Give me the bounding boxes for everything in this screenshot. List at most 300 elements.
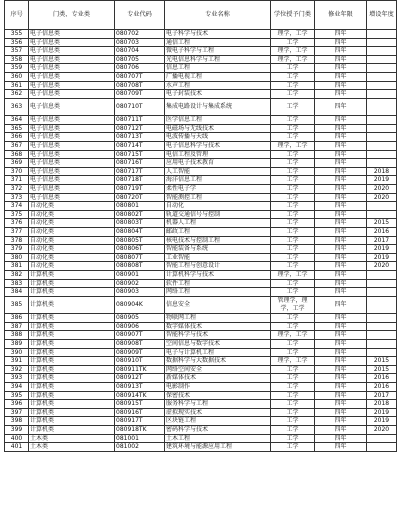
cell-year-added — [367, 159, 397, 168]
cell-duration: 四年 — [315, 331, 367, 340]
cell-category: 电子信息类 — [29, 81, 115, 90]
cell-category: 计算机类 — [29, 288, 115, 297]
cell-duration: 四年 — [315, 142, 367, 151]
cell-category: 自动化类 — [29, 210, 115, 219]
cell-degree: 工学 — [271, 236, 315, 245]
cell-index: 396 — [5, 400, 29, 409]
cell-year-added: 2017 — [367, 236, 397, 245]
cell-year-added: 2015 — [367, 357, 397, 366]
cell-major-name: 空间信息与数字技术 — [165, 340, 271, 349]
cell-year-added — [367, 133, 397, 142]
table-row — [5, 365, 397, 374]
cell-degree: 工学 — [271, 133, 315, 142]
cell-major-name: 柔性电子学 — [165, 185, 271, 194]
cell-category: 计算机类 — [29, 340, 115, 349]
cell-year-added — [367, 90, 397, 99]
cell-year-added — [367, 98, 397, 116]
cell-category: 电子信息类 — [29, 176, 115, 185]
cell-duration: 四年 — [315, 176, 367, 185]
cell-code: 081001 — [115, 434, 165, 443]
table-row — [5, 288, 397, 297]
table-row — [5, 227, 397, 236]
cell-major-name: 电磁场与无线技术 — [165, 124, 271, 133]
cell-year-added: 2016 — [367, 382, 397, 391]
cell-duration: 四年 — [315, 227, 367, 236]
cell-year-added — [367, 142, 397, 151]
cell-duration: 四年 — [315, 193, 367, 202]
cell-index: 356 — [5, 38, 29, 47]
cell-degree: 理学，工学 — [271, 47, 315, 56]
cell-category: 电子信息类 — [29, 159, 115, 168]
cell-code: 081002 — [115, 443, 165, 452]
cell-category: 自动化类 — [29, 227, 115, 236]
cell-duration: 四年 — [315, 133, 367, 142]
cell-code: 080710T — [115, 98, 165, 116]
cell-year-added: 2019 — [367, 176, 397, 185]
cell-code: 080804T — [115, 227, 165, 236]
cell-category: 电子信息类 — [29, 38, 115, 47]
cell-code: 080904K — [115, 296, 165, 314]
cell-index: 375 — [5, 210, 29, 219]
table-row — [5, 253, 397, 262]
cell-major-name: 虚拟现实技术 — [165, 408, 271, 417]
cell-major-name: 邮政工程 — [165, 227, 271, 236]
cell-code: 080803T — [115, 219, 165, 228]
cell-degree: 工学 — [271, 116, 315, 125]
cell-duration: 四年 — [315, 38, 367, 47]
header-degree: 学位授予门类 — [271, 1, 315, 30]
cell-year-added — [367, 348, 397, 357]
cell-code: 080704 — [115, 47, 165, 56]
table-row — [5, 434, 397, 443]
cell-degree: 工学 — [271, 400, 315, 409]
cell-degree: 工学 — [271, 210, 315, 219]
cell-index: 365 — [5, 124, 29, 133]
cell-duration: 四年 — [315, 210, 367, 219]
cell-degree: 工学 — [271, 443, 315, 452]
cell-duration: 四年 — [315, 288, 367, 297]
cell-degree: 工学 — [271, 425, 315, 434]
cell-category: 电子信息类 — [29, 47, 115, 56]
cell-duration: 四年 — [315, 348, 367, 357]
cell-year-added — [367, 124, 397, 133]
cell-index: 382 — [5, 270, 29, 279]
cell-major-name: 智能装备与系统 — [165, 245, 271, 254]
cell-duration: 四年 — [315, 400, 367, 409]
cell-major-name: 软件工程 — [165, 279, 271, 288]
cell-major-name: 集成电路设计与集成系统 — [165, 98, 271, 116]
table-row — [5, 38, 397, 47]
table-row — [5, 443, 397, 452]
cell-major-name: 土木工程 — [165, 434, 271, 443]
cell-duration: 四年 — [315, 443, 367, 452]
cell-category: 计算机类 — [29, 270, 115, 279]
cell-degree: 工学 — [271, 253, 315, 262]
cell-year-added: 2019 — [367, 408, 397, 417]
table-row — [5, 64, 397, 73]
cell-major-name: 工业智能 — [165, 253, 271, 262]
cell-index: 386 — [5, 314, 29, 323]
cell-duration: 四年 — [315, 279, 367, 288]
cell-year-added — [367, 38, 397, 47]
cell-code: 080806T — [115, 245, 165, 254]
table-row — [5, 219, 397, 228]
cell-duration: 四年 — [315, 434, 367, 443]
cell-category: 自动化类 — [29, 253, 115, 262]
table-row — [5, 382, 397, 391]
cell-year-added: 2018 — [367, 400, 397, 409]
table-row — [5, 193, 397, 202]
cell-index: 372 — [5, 185, 29, 194]
cell-degree: 管理学，理学，工学 — [271, 296, 315, 314]
cell-category: 自动化类 — [29, 245, 115, 254]
cell-duration: 四年 — [315, 30, 367, 39]
cell-degree: 工学 — [271, 227, 315, 236]
cell-code: 080703 — [115, 38, 165, 47]
cell-duration: 四年 — [315, 202, 367, 211]
cell-degree: 工学 — [271, 219, 315, 228]
cell-code: 080713T — [115, 133, 165, 142]
cell-major-name: 光电信息科学与工程 — [165, 55, 271, 64]
cell-major-name: 智能测控工程 — [165, 193, 271, 202]
cell-code: 080905 — [115, 314, 165, 323]
cell-duration: 四年 — [315, 124, 367, 133]
cell-major-name: 医学信息工程 — [165, 116, 271, 125]
cell-code: 080707T — [115, 72, 165, 81]
cell-duration: 四年 — [315, 150, 367, 159]
cell-code: 080708T — [115, 81, 165, 90]
cell-category: 电子信息类 — [29, 98, 115, 116]
major-catalog-table — [4, 0, 397, 452]
table-row — [5, 417, 397, 426]
cell-index: 401 — [5, 443, 29, 452]
cell-major-name: 网络工程 — [165, 288, 271, 297]
cell-year-added — [367, 434, 397, 443]
cell-index: 361 — [5, 81, 29, 90]
table-row — [5, 133, 397, 142]
cell-code: 080711T — [115, 116, 165, 125]
cell-year-added: 2017 — [367, 391, 397, 400]
cell-year-added — [367, 443, 397, 452]
cell-year-added — [367, 81, 397, 90]
cell-year-added: 2016 — [367, 374, 397, 383]
cell-index: 362 — [5, 90, 29, 99]
cell-degree: 工学 — [271, 434, 315, 443]
cell-major-name: 通信工程 — [165, 38, 271, 47]
cell-code: 080805T — [115, 236, 165, 245]
table-row — [5, 55, 397, 64]
cell-index: 384 — [5, 288, 29, 297]
cell-duration: 四年 — [315, 340, 367, 349]
cell-degree: 工学 — [271, 314, 315, 323]
header-major-name: 专业名称 — [165, 1, 271, 30]
cell-code: 080902 — [115, 279, 165, 288]
cell-year-added — [367, 150, 397, 159]
cell-index: 383 — [5, 279, 29, 288]
cell-code: 080906 — [115, 322, 165, 331]
cell-degree: 工学 — [271, 98, 315, 116]
cell-year-added: 2020 — [367, 185, 397, 194]
cell-duration: 四年 — [315, 270, 367, 279]
cell-duration: 四年 — [315, 81, 367, 90]
cell-year-added: 2019 — [367, 417, 397, 426]
cell-index: 363 — [5, 98, 29, 116]
cell-year-added — [367, 288, 397, 297]
cell-code: 080914TK — [115, 391, 165, 400]
cell-year-added — [367, 30, 397, 39]
cell-category: 电子信息类 — [29, 133, 115, 142]
table-row — [5, 116, 397, 125]
cell-code: 080901 — [115, 270, 165, 279]
table-row — [5, 279, 397, 288]
cell-year-added — [367, 47, 397, 56]
cell-degree: 理学，工学 — [271, 142, 315, 151]
cell-code: 080910T — [115, 357, 165, 366]
cell-index: 371 — [5, 176, 29, 185]
cell-index: 368 — [5, 150, 29, 159]
cell-major-name: 电波传播与天线 — [165, 133, 271, 142]
cell-year-added — [367, 210, 397, 219]
cell-degree: 工学 — [271, 382, 315, 391]
table-row — [5, 357, 397, 366]
cell-code: 080718T — [115, 176, 165, 185]
cell-code: 080917T — [115, 417, 165, 426]
cell-major-name: 水声工程 — [165, 81, 271, 90]
cell-duration: 四年 — [315, 236, 367, 245]
table-row — [5, 348, 397, 357]
cell-major-name: 保密技术 — [165, 391, 271, 400]
cell-index: 370 — [5, 167, 29, 176]
cell-duration: 四年 — [315, 322, 367, 331]
table-row — [5, 408, 397, 417]
cell-year-added — [367, 72, 397, 81]
cell-category: 土木类 — [29, 443, 115, 452]
cell-index: 369 — [5, 159, 29, 168]
cell-year-added — [367, 279, 397, 288]
cell-category: 电子信息类 — [29, 55, 115, 64]
cell-duration: 四年 — [315, 374, 367, 383]
cell-degree: 工学 — [271, 64, 315, 73]
header-year-added: 增设年度 — [367, 1, 397, 30]
table-row — [5, 72, 397, 81]
cell-degree: 工学 — [271, 340, 315, 349]
cell-major-name: 建筑环境与能源应用工程 — [165, 443, 271, 452]
cell-index: 367 — [5, 142, 29, 151]
cell-degree: 工学 — [271, 365, 315, 374]
cell-degree: 工学 — [271, 81, 315, 90]
cell-index: 393 — [5, 374, 29, 383]
cell-major-name: 区块链工程 — [165, 417, 271, 426]
cell-duration: 四年 — [315, 391, 367, 400]
cell-index: 395 — [5, 391, 29, 400]
table-row — [5, 322, 397, 331]
cell-major-name: 电子封装技术 — [165, 90, 271, 99]
cell-index: 359 — [5, 64, 29, 73]
cell-year-added — [367, 64, 397, 73]
cell-degree: 工学 — [271, 124, 315, 133]
cell-index: 355 — [5, 30, 29, 39]
cell-code: 080907T — [115, 331, 165, 340]
cell-degree: 工学 — [271, 322, 315, 331]
cell-degree: 工学 — [271, 262, 315, 271]
cell-major-name: 海洋信息工程 — [165, 176, 271, 185]
cell-duration: 四年 — [315, 365, 367, 374]
cell-code: 080807T — [115, 253, 165, 262]
cell-index: 389 — [5, 340, 29, 349]
cell-year-added: 2020 — [367, 262, 397, 271]
cell-duration: 四年 — [315, 167, 367, 176]
table-row — [5, 270, 397, 279]
cell-index: 399 — [5, 425, 29, 434]
cell-degree: 工学 — [271, 176, 315, 185]
cell-duration: 四年 — [315, 185, 367, 194]
cell-category: 计算机类 — [29, 391, 115, 400]
cell-major-name: 电子科学与技术 — [165, 30, 271, 39]
cell-major-name: 电影制作 — [165, 382, 271, 391]
header-index: 序号 — [5, 1, 29, 30]
cell-code: 080715T — [115, 150, 165, 159]
cell-index: 394 — [5, 382, 29, 391]
cell-index: 366 — [5, 133, 29, 142]
cell-code: 080912T — [115, 374, 165, 383]
cell-category: 计算机类 — [29, 279, 115, 288]
cell-code: 080918TK — [115, 425, 165, 434]
cell-degree: 工学 — [271, 185, 315, 194]
cell-code: 080903 — [115, 288, 165, 297]
cell-code: 080719T — [115, 185, 165, 194]
cell-category: 计算机类 — [29, 331, 115, 340]
cell-code: 080712T — [115, 124, 165, 133]
cell-category: 计算机类 — [29, 314, 115, 323]
table-row — [5, 167, 397, 176]
cell-code: 080702 — [115, 30, 165, 39]
cell-index: 388 — [5, 331, 29, 340]
cell-degree: 工学 — [271, 167, 315, 176]
header-category: 门类、专业类 — [29, 1, 115, 30]
cell-duration: 四年 — [315, 314, 367, 323]
cell-index: 400 — [5, 434, 29, 443]
cell-degree: 工学 — [271, 245, 315, 254]
cell-major-name: 智能工程与创意设计 — [165, 262, 271, 271]
cell-year-added — [367, 314, 397, 323]
cell-index: 397 — [5, 408, 29, 417]
table-row — [5, 374, 397, 383]
cell-duration: 四年 — [315, 64, 367, 73]
cell-category: 计算机类 — [29, 365, 115, 374]
cell-duration: 四年 — [315, 159, 367, 168]
cell-category: 电子信息类 — [29, 142, 115, 151]
cell-duration: 四年 — [315, 425, 367, 434]
cell-category: 计算机类 — [29, 348, 115, 357]
cell-index: 391 — [5, 357, 29, 366]
cell-major-name: 信息工程 — [165, 64, 271, 73]
cell-category: 自动化类 — [29, 262, 115, 271]
table-row — [5, 150, 397, 159]
cell-index: 398 — [5, 417, 29, 426]
cell-code: 080717T — [115, 167, 165, 176]
cell-degree: 理学，工学 — [271, 55, 315, 64]
table-row — [5, 185, 397, 194]
cell-code: 080802T — [115, 210, 165, 219]
cell-major-name: 数据科学与大数据技术 — [165, 357, 271, 366]
cell-degree: 工学 — [271, 288, 315, 297]
cell-major-name: 电信工程及管理 — [165, 150, 271, 159]
cell-category: 电子信息类 — [29, 167, 115, 176]
table-row — [5, 142, 397, 151]
cell-major-name: 广播电视工程 — [165, 72, 271, 81]
cell-code: 080913T — [115, 382, 165, 391]
cell-category: 计算机类 — [29, 382, 115, 391]
cell-duration: 四年 — [315, 262, 367, 271]
cell-code: 080808T — [115, 262, 165, 271]
table-row — [5, 98, 397, 116]
cell-degree: 理学，工学 — [271, 30, 315, 39]
cell-category: 电子信息类 — [29, 116, 115, 125]
cell-index: 380 — [5, 253, 29, 262]
cell-year-added: 2019 — [367, 245, 397, 254]
table-row — [5, 331, 397, 340]
table-row — [5, 47, 397, 56]
cell-year-added — [367, 322, 397, 331]
cell-major-name: 微电子科学与工程 — [165, 47, 271, 56]
cell-major-name: 信息安全 — [165, 296, 271, 314]
table-row — [5, 340, 397, 349]
table-row — [5, 262, 397, 271]
cell-category: 计算机类 — [29, 417, 115, 426]
table-row — [5, 124, 397, 133]
cell-category: 电子信息类 — [29, 124, 115, 133]
table-row — [5, 159, 397, 168]
cell-degree: 工学 — [271, 72, 315, 81]
cell-major-name: 核电技术与控制工程 — [165, 236, 271, 245]
cell-degree: 工学 — [271, 38, 315, 47]
cell-year-added: 2016 — [367, 227, 397, 236]
cell-duration: 四年 — [315, 417, 367, 426]
cell-major-name: 数字媒体技术 — [165, 322, 271, 331]
cell-code: 080911TK — [115, 365, 165, 374]
cell-duration: 四年 — [315, 47, 367, 56]
cell-index: 387 — [5, 322, 29, 331]
cell-code: 080716T — [115, 159, 165, 168]
cell-code: 080915T — [115, 400, 165, 409]
cell-duration: 四年 — [315, 245, 367, 254]
table-row — [5, 400, 397, 409]
cell-index: 374 — [5, 202, 29, 211]
cell-category: 自动化类 — [29, 236, 115, 245]
cell-category: 电子信息类 — [29, 150, 115, 159]
cell-category: 电子信息类 — [29, 185, 115, 194]
cell-code: 080705 — [115, 55, 165, 64]
cell-degree: 理学，工学 — [271, 270, 315, 279]
cell-degree: 工学 — [271, 279, 315, 288]
cell-major-name: 服务科学与工程 — [165, 400, 271, 409]
cell-major-name: 应用电子技术教育 — [165, 159, 271, 168]
table-row — [5, 236, 397, 245]
cell-code: 080801 — [115, 202, 165, 211]
cell-category: 电子信息类 — [29, 90, 115, 99]
cell-degree: 工学 — [271, 193, 315, 202]
cell-category: 电子信息类 — [29, 72, 115, 81]
cell-index: 378 — [5, 236, 29, 245]
cell-major-name: 密码科学与技术 — [165, 425, 271, 434]
cell-degree: 工学 — [271, 408, 315, 417]
cell-major-name: 机器人工程 — [165, 219, 271, 228]
cell-duration: 四年 — [315, 116, 367, 125]
header-row — [5, 1, 397, 30]
cell-year-added — [367, 331, 397, 340]
cell-index: 360 — [5, 72, 29, 81]
cell-degree: 工学 — [271, 348, 315, 357]
